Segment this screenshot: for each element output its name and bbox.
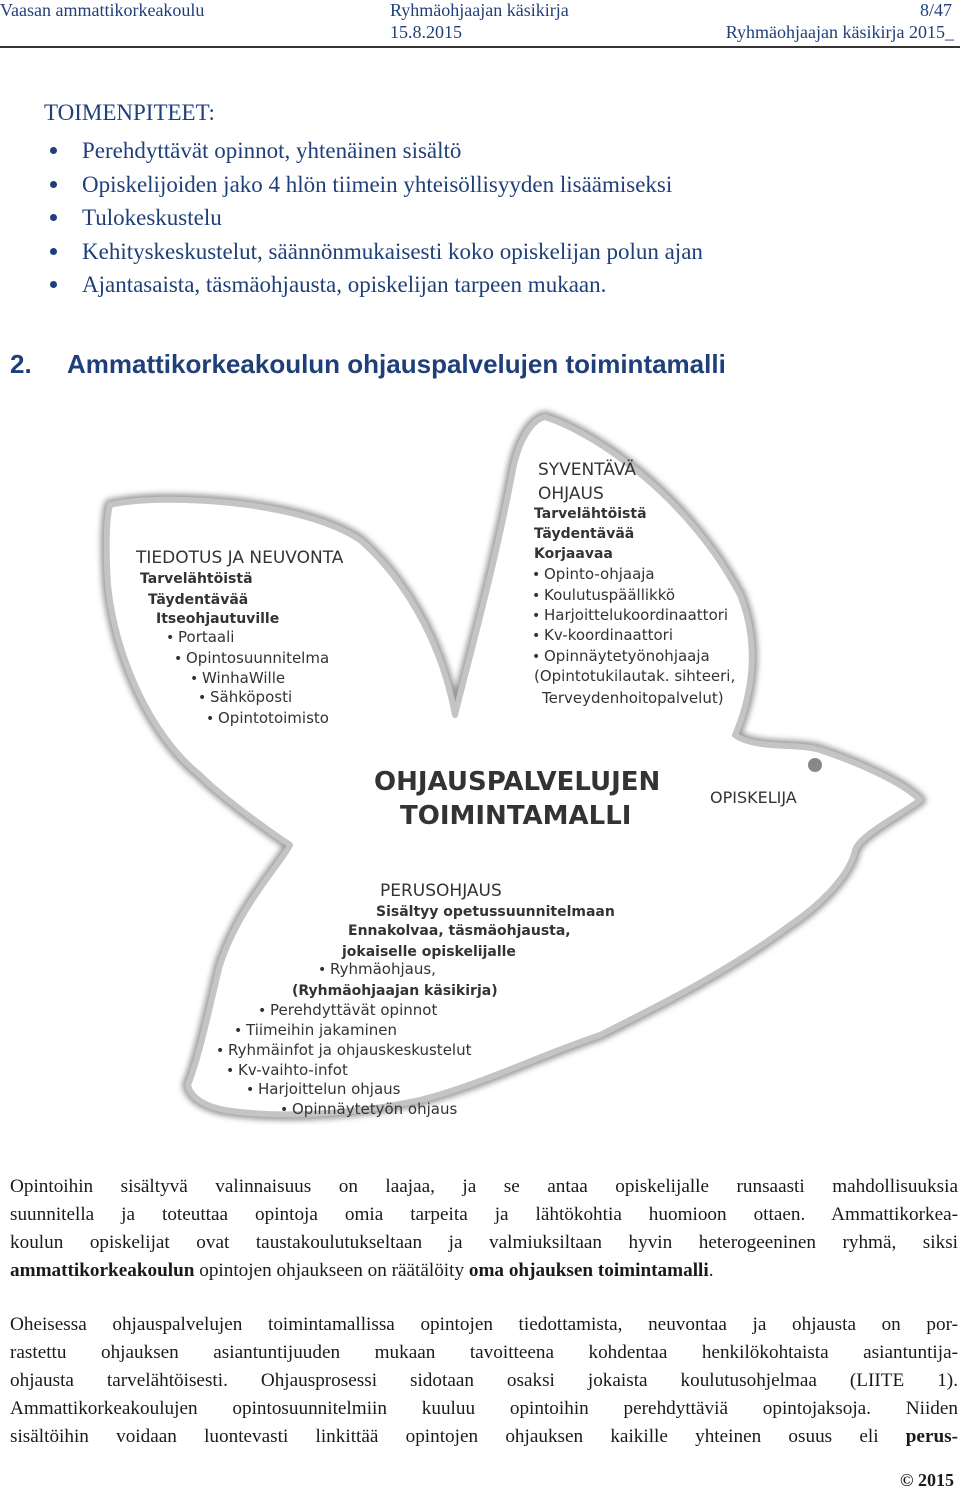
paragraph-line: ammattikorkeakoulun opintojen ohjaukseen on räätälöity oma ohjauksen toimintamalli. [10,1260,714,1281]
left-wing-bullet-mark: • [190,671,199,687]
body-bullet-mark: • [318,962,327,978]
left-wing-bullet: Opintosuunnitelma [186,649,330,667]
body-bullet-mark: • [258,1003,267,1019]
header-date: 15.8.2015 [390,22,462,42]
right-wing-extra: Terveydenhoitopalvelut) [542,689,724,707]
measures-heading: TOIMENPITEET: [44,100,215,125]
figure-title: OHJAUSPALVELUJEN [374,767,661,797]
paragraph-line: rastettu ohjauksen asiantuntijuuden mukaan tavoitteena kohdentaa henkilökohtaista asiantuntija- [10,1342,958,1363]
bold-term: oma ohjauksen toimintamalli [468,1260,709,1281]
body-bold: Ennakolvaa, täsmäohjausta, [348,923,571,939]
bullet-icon [50,181,57,188]
paragraph-line: ohjausta tarvelähtöisesti. Ohjausprosessi sidotaan osaksi jokaista koulutusohjelmaa (LIITE 1). [10,1370,958,1391]
body-bullet: Ryhmäinfot ja ohjauskeskustelut [228,1041,472,1059]
right-wing-bullet: Koulutuspäällikkö [544,586,676,604]
figure-title: TOIMINTAMALLI [400,801,632,831]
right-wing-bullet: Opinto-ohjaaja [544,565,655,583]
left-wing-bold: Tarvelähtöistä [140,571,253,587]
body-bullet-mark: • [280,1102,289,1118]
header-school: Vaasan ammattikorkeakoulu [0,0,205,20]
left-wing-bullet-mark: • [174,651,183,667]
paragraph-line: koulun opiskelijat ovat taustakoulutukseltaan ja valmiuksiltaan hyvin heterogeeninen ryhmä, siksi [10,1232,958,1253]
bird-outline [107,417,920,1114]
right-wing-bullet: Kv-koordinaattori [544,626,673,644]
right-wing-bullet-mark: • [532,649,541,665]
list-item: Ajantasaista, täsmäohjausta, opiskelijan tarpeen mukaan. [44,268,703,302]
body-bullet-bold: (Ryhmäohjaajan käsikirja) [292,983,498,999]
body-bullet-mark: • [216,1043,225,1059]
right-wing-bullet-mark: • [532,588,541,604]
left-wing-bullet-mark: • [206,711,215,727]
body-bullet: Opinnäytetyön ohjaus [292,1100,458,1118]
header-doc-title: Ryhmäohjaajan käsikirja [390,0,569,20]
right-wing-bullet-mark: • [532,567,541,583]
paragraph-line: Oheisessa ohjauspalvelujen toimintamallissa opintojen tiedottamista, neuvontaa ja ohjausta on por- [10,1314,958,1335]
right-wing-bold: Täydentävää [534,526,635,542]
guidance-model-figure [0,405,960,1125]
list-item: Opiskelijoiden jako 4 hlön tiimein yhteisöllisyyden lisäämiseksi [44,168,703,202]
body-bullet: Harjoittelun ohjaus [258,1080,401,1098]
paragraph-1 [10,1173,958,1285]
list-item: Perehdyttävät opinnot, yhtenäinen sisältö [44,134,703,168]
left-wing-bullet: Portaali [178,628,235,646]
header-doc-title-year: Ryhmäohjaajan käsikirja 2015_ [725,22,954,42]
section-title: Ammattikorkeakoulun ohjauspalvelujen toimintamalli [67,349,726,379]
right-wing-title: OHJAUS [538,484,604,504]
bold-term: perus- [905,1426,958,1447]
right-wing-bold: Tarvelähtöistä [534,506,647,522]
paragraph-line: Ammattikorkeakoulujen opintosuunnitelmiin kuuluu opintoihin perehdyttäviä opintojaksoja. Niiden [10,1398,958,1419]
paragraph-line: sisältöihin voidaan luontevasti linkittää opintojen ohjauksen kaikille yhteinen osuus eli perus- [10,1426,958,1447]
body-bullet-mark: • [226,1063,235,1079]
body-title: PERUSOHJAUS [380,881,502,901]
list-item: Tulokeskustelu [44,201,703,235]
measures-list [44,134,703,302]
paragraph-line: suunnitella ja toteuttaa opintoja omia tarpeita ja lähtökohtia huomioon ottaen. Ammattikorkea- [10,1204,958,1225]
section-number: 2. [10,349,32,379]
left-wing-bullet: Sähköposti [210,688,293,706]
right-wing-bullet-mark: • [532,628,541,644]
body-bold: jokaiselle opiskelijalle [342,944,516,960]
right-wing-title: SYVENTÄVÄ [538,460,637,480]
left-wing-bold: Itseohjautuville [156,611,280,627]
paragraph-2 [10,1311,958,1451]
left-wing-bold: Täydentävää [148,592,249,608]
body-bullet-mark: • [234,1023,243,1039]
bold-term: ammattikorkeakoulun [10,1260,195,1281]
body-bullet: Perehdyttävät opinnot [270,1001,438,1019]
header-rule [0,46,960,48]
right-wing-extra: (Opintotukilautak. sihteeri, [534,667,736,685]
student-label: OPISKELIJA [710,788,797,807]
right-wing-bullet-mark: • [532,608,541,624]
left-wing-bullet-mark: • [166,630,175,646]
left-wing-bullet-mark: • [198,690,207,706]
body-bold: Sisältyy opetussuunnitelmaan [376,904,615,920]
bird-eye-icon [808,758,822,772]
bullet-icon [50,214,57,221]
left-wing-bullet: Opintotoimisto [218,709,329,727]
body-bullet: Ryhmäohjaus, [330,960,436,978]
body-bullet-mark: • [246,1082,255,1098]
body-bullet: Kv-vaihto-infot [238,1061,348,1079]
right-wing-bold: Korjaavaa [534,546,613,562]
left-wing-title: TIEDOTUS JA NEUVONTA [136,548,344,568]
copyright: © 2015 [900,1470,954,1490]
section-heading [10,349,726,380]
body-bullet: Tiimeihin jakaminen [246,1021,397,1039]
paragraph-line: Opintoihin sisältyvä valinnaisuus on laajaa, ja se antaa opiskelijalle runsaasti mahdollisuuksia [10,1176,958,1197]
right-wing-bullet: Opinnäytetyönohjaaja [544,647,710,665]
right-wing-bullet: Harjoittelukoordinaattori [544,606,729,624]
bullet-icon [50,147,57,154]
left-wing-bullet: WinhaWille [202,669,286,687]
list-item: Kehityskeskustelut, säännönmukaisesti koko opiskelijan polun ajan [44,235,703,269]
bullet-icon [50,281,57,288]
bullet-icon [50,248,57,255]
header-page-number: 8/47 [919,0,952,20]
